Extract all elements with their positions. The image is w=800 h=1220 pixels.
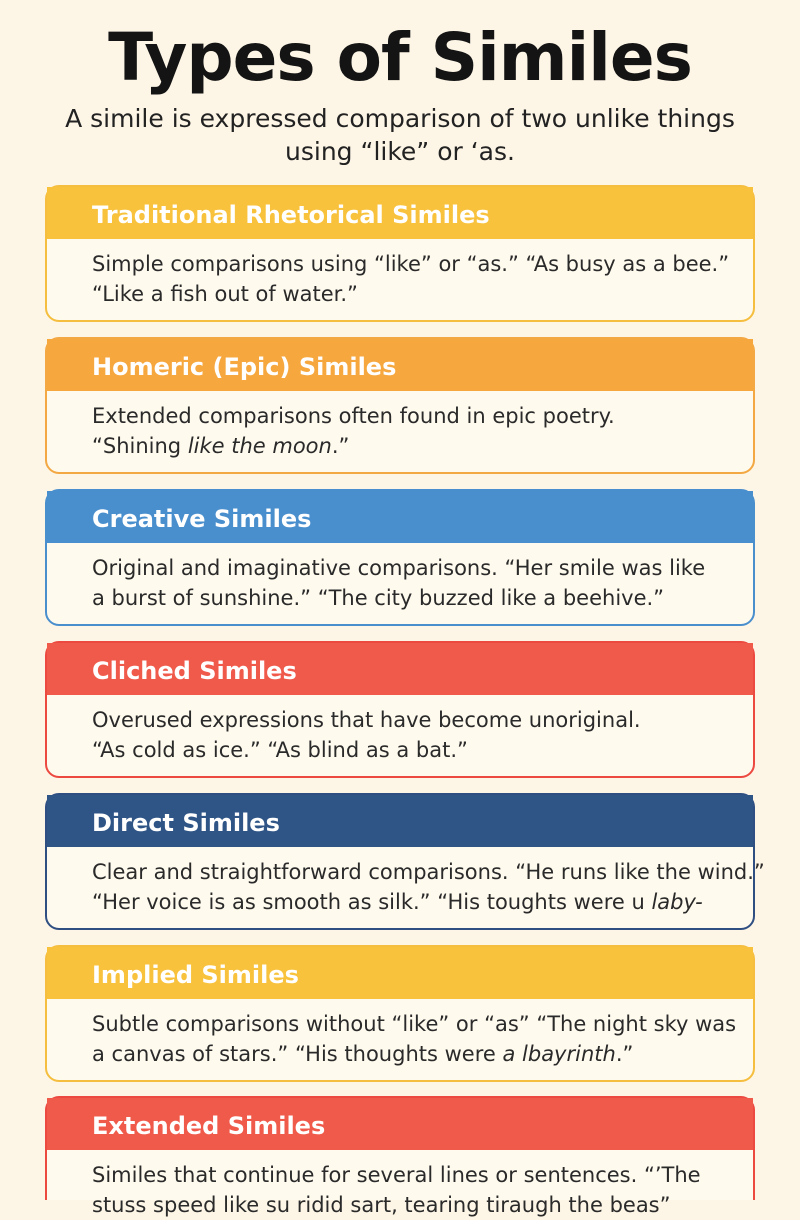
card-line-2-italic: a lbayrinth [502,1042,616,1066]
card-creative [45,489,755,626]
card-body [47,847,765,917]
card-line-2-text: “As cold as ice.” “As blind as a bat.” [92,738,468,762]
card-line-2 [92,279,733,309]
card-line-2 [92,887,733,917]
card-line-2 [92,431,733,461]
card-heading [47,491,753,543]
card-heading [47,643,753,695]
card-line-2-end: .” [615,1042,634,1066]
card-heading-text: Extended Similes [92,1112,326,1140]
card-line-2-end: .” [331,434,350,458]
card-heading-text: Homeric (Epic) Similes [92,353,397,381]
card-heading-text: Cliched Similes [92,657,297,685]
card-line-2 [92,1039,733,1069]
card-body [47,543,753,613]
card-heading [47,795,753,847]
card-extended [45,1096,755,1217]
card-body [47,999,753,1069]
card-line-1: Original and imaginative comparisons. “Her smile was like [92,556,706,580]
card-heading [47,947,753,999]
card-body [47,239,753,309]
card-heading [47,187,753,239]
card-line-2 [92,583,733,613]
card-line-1: Similes that continue for several lines or sentences. “’The [92,1163,701,1187]
card-implied [45,945,755,1082]
card-heading [47,1098,753,1150]
card-line-2-text: “Like a fish out of water.” [92,282,358,306]
card-heading-text: Creative Similes [92,505,312,533]
card-line-2-text: “Her voice is as smooth as silk.” “His toughts were u [92,890,652,914]
page-subtitle: A simile is expressed comparison of two unlike things using “like” or ‘as. [65,104,735,166]
card-line-2 [92,735,733,765]
card-line-2 [92,1190,733,1220]
card-direct [45,793,765,930]
card-heading-text: Traditional Rhetorical Similes [92,201,490,229]
card-heading-text: Implied Similes [92,961,299,989]
card-line-1: Subtle comparisons without “like” or “as” “The night sky was [92,1012,737,1036]
card-traditional-rhetorical [45,185,755,322]
card-body [47,1150,753,1220]
card-line-1: Simple comparisons using “like” or “as.” “As busy as a bee.” [92,252,730,276]
card-body [47,695,753,765]
card-line-1: Clear and straightforward comparisons. “He runs like the wind.” [92,860,765,884]
card-homeric-epic [45,337,755,474]
card-line-1: Extended comparisons often found in epic poetry. [92,404,615,428]
card-line-2-italic: laby- [651,890,703,914]
page-title: Types of Similes [108,19,692,96]
card-line-2-text: stuss speed like su ridid sart, tearing tiraugh the beas” [92,1193,671,1217]
card-line-2-text: a burst of sunshine.” “The city buzzed like a beehive.” [92,586,665,610]
card-heading [47,339,753,391]
card-body [47,391,753,461]
card-line-2-text: a canvas of stars.” “His thoughts were [92,1042,503,1066]
card-line-2-text: “Shining [92,434,188,458]
card-line-2-italic: like the moon [187,434,332,458]
card-line-1: Overused expressions that have become unoriginal. [92,708,641,732]
card-heading-text: Direct Similes [92,809,280,837]
card-cliched [45,641,755,778]
